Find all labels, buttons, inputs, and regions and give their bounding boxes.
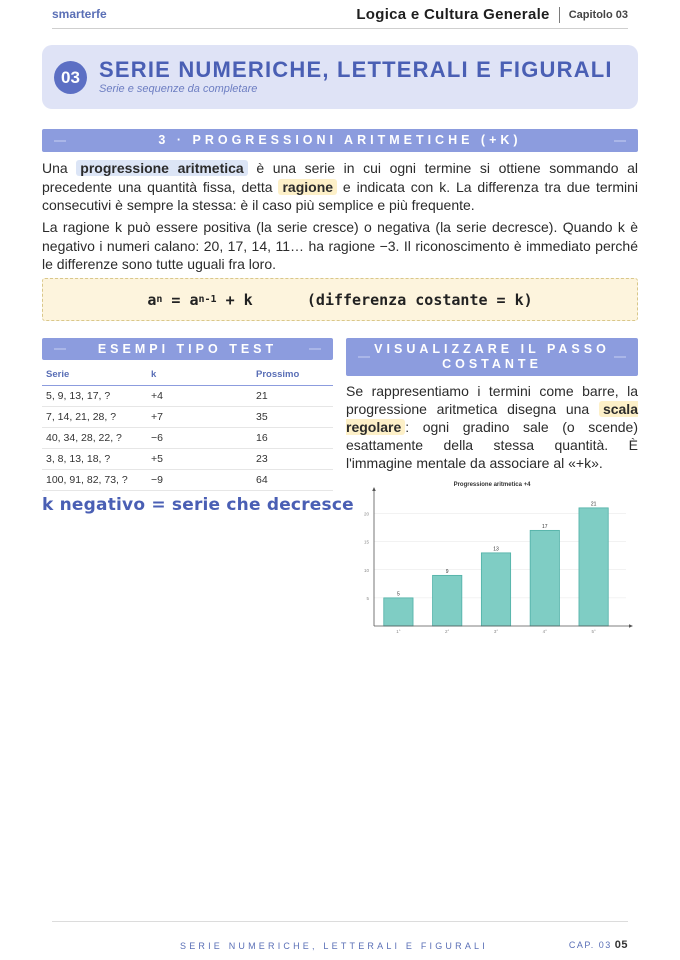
text-run: è una serie in cui ogni termine si ottiene sommando al precedente una quantità fissa, detta [42,160,638,195]
x-tick-label: 1° [396,629,401,634]
text-run: e indicata con k. La differenza tra due termini consecutivi è sempre la stessa: è il caso più semplice e più frequente. [42,178,639,213]
bar-value-label: 9 [445,568,449,575]
table-cell: 21 [252,386,333,407]
chapter-label: Capitolo 03 [568,8,628,21]
text-run: Se rappresentiamo i termini come barre, la progressione aritmetica disegna una [346,383,638,417]
y-tick-label: 10 [363,567,369,573]
table-cell: 64 [252,470,333,491]
section-heading-text: 3 · PROGRESSIONI ARITMETICHE (+K) [158,133,522,147]
y-tick-label: 15 [363,539,369,545]
table-cell: +4 [147,386,252,407]
table-cell: 40, 34, 28, 22, ? [42,428,147,449]
table-cell: −6 [147,428,252,449]
table-cell: 35 [252,407,333,428]
chapter-subtitle: Serie e sequenze da completare [99,83,258,95]
y-tick-label: 20 [363,511,369,517]
formula-part: + k (differenza costante = k) [216,290,533,309]
column-header: Prossimo [252,369,333,386]
bar-value-label: 21 [590,501,597,508]
table-cell: 16 [252,428,333,449]
table-header-row [42,369,333,386]
x-tick-label: 3° [493,629,499,634]
bar-value-label: 5 [397,591,400,598]
dash-decoration [309,349,321,350]
text-run: Una [42,160,77,176]
header-separator [559,7,560,23]
dash-decoration [54,140,66,141]
section-heading-line: COSTANTE [442,357,542,371]
table-row [42,470,333,491]
bar [481,553,510,626]
table-cell: +5 [147,449,252,470]
y-axis-arrow [372,487,376,491]
formula-part: a [147,290,157,309]
bar [384,598,413,626]
formula-subscript: n-1 [198,294,217,305]
chapter-number-badge: 03 [54,61,87,94]
chart-title: Progressione aritmetica +4 [453,482,531,488]
column-header: k [147,369,252,386]
table-row [42,428,333,449]
brand-name: smarterfe [52,7,107,21]
table-cell: 3, 8, 13, 18, ? [42,449,147,470]
chart-bars [384,501,608,626]
dash-decoration [614,357,626,358]
x-axis-arrow [629,624,633,628]
header-rule [52,28,628,29]
dash-decoration [54,349,66,350]
visualize-paragraph [346,382,638,472]
bar [579,508,608,626]
formula-subscript: n [156,294,163,305]
x-tick-label: 4° [542,629,547,634]
definition-paragraph [42,159,638,215]
x-tick-label: 2° [445,629,450,634]
dash-decoration [358,357,370,358]
column-header: Serie [42,369,147,386]
bar-value-label: 13 [493,546,499,553]
table-row [42,386,333,407]
highlight-term: progressione aritmetica [76,160,247,176]
footer-page-info [569,939,628,951]
table-cell: −9 [147,470,252,491]
table-cell: 100, 91, 82, 73, ? [42,470,147,491]
section-heading-progressions [42,129,638,152]
bar-chart [346,477,638,637]
footer-rule [52,921,628,922]
formula-part: = a [162,290,199,309]
highlight-term: ragione [278,179,337,195]
section-heading-examples [42,338,333,360]
footer-title: SERIE NUMERICHE, LETTERALI E FIGURALI [180,941,488,951]
subject-title: Logica e Cultura Generale [356,6,550,23]
table-row [42,407,333,428]
page-number: 05 [614,939,628,951]
section-heading-line: VISUALIZZARE IL PASSO [374,342,610,356]
x-tick-label: 5° [591,629,596,634]
text-run: : ogni gradino sale (o scende) esattamente della stessa quantità. È l'immagine mentale da associare al «+k». [346,419,638,471]
examples-table [42,369,333,491]
footer-chapter: CAP. 03 [568,940,612,950]
table-cell: 7, 14, 21, 28, ? [42,407,147,428]
table-row [42,449,333,470]
dash-decoration [614,140,626,141]
bar [530,530,559,626]
section-heading-text: ESEMPI TIPO TEST [97,342,278,356]
chapter-title: SERIE NUMERICHE, LETTERALI E FIGURALI [99,57,613,82]
chapter-banner [42,45,638,109]
key-takeaway-note: k negativo = serie che decresce [42,495,354,515]
running-header [356,6,628,23]
table-cell: 23 [252,449,333,470]
explanation-paragraph: La ragione k può essere positiva (la serie cresce) o negativa (la serie decresce). Quando k è negativo i numeri calano: 20, 17, 14, 11… ha ragione −3. Il riconoscimento è immediato perché le differenze sono tutte uguali fra loro. [42,219,638,272]
y-tick-label: 5 [366,595,369,601]
formula-box [42,278,638,321]
table-cell: +7 [147,407,252,428]
bar [433,575,462,626]
highlight-term: scala regolare [346,401,638,435]
table-cell: 5, 9, 13, 17, ? [42,386,147,407]
section-heading-visualize [346,338,638,376]
bar-value-label: 17 [542,523,548,530]
